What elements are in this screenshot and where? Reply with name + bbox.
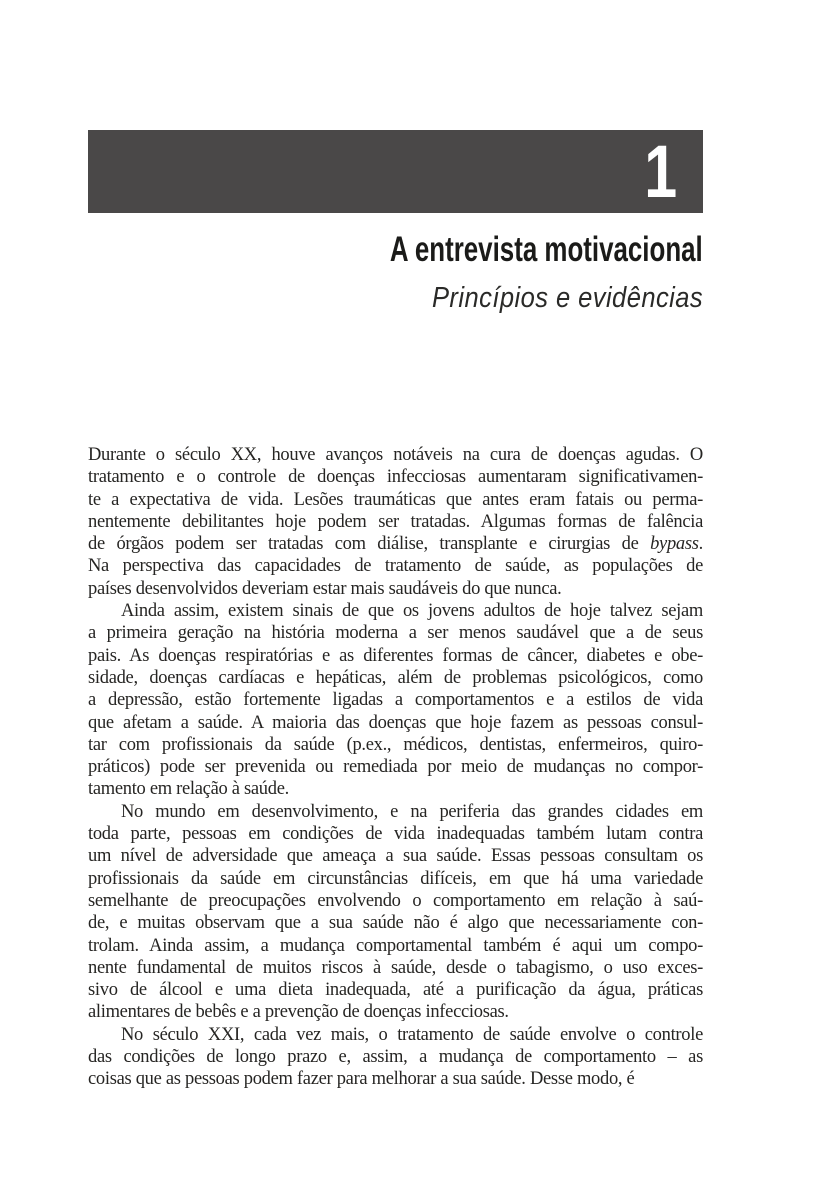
text-line: coisas que as pessoas podem fazer para melhorar a sua saúde. Desse modo, é [88, 1069, 635, 1090]
text-line: toda parte, pessoas em condições de vida inadequadas também lutam contra [88, 824, 703, 845]
text-line: tamento em relação à saúde. [88, 779, 289, 800]
text-line: Na perspectiva das capacidades de tratamento de saúde, as populações de [88, 556, 703, 577]
text-line: No século XXI, cada vez mais, o tratamento de saúde envolve o controle [121, 1024, 703, 1045]
text-line: semelhante de preocupações envolvendo o comportamento em relação à saú- [88, 890, 703, 911]
text-line: nente fundamental de muitos riscos à saúde, desde o tabagismo, o uso exces- [88, 957, 703, 978]
text-line: que afetam a saúde. A maioria das doenças que hoje fazem as pessoas consul- [88, 712, 703, 733]
text-line: tar com profissionais da saúde (p.ex., médicos, dentistas, enfermeiros, quiro- [88, 734, 703, 755]
text-line: sivo de álcool e uma dieta inadequada, até a purificação da água, práticas [88, 980, 703, 1001]
text-line: trolam. Ainda assim, a mudança comportamental também é aqui um compo- [88, 935, 703, 956]
text-line: Durante o século XX, houve avanços notáveis na cura de doenças agudas. O [88, 445, 703, 465]
text-line: No mundo em desenvolvimento, e na periferia das grandes cidades em [121, 801, 703, 822]
paragraph [88, 444, 703, 600]
chapter-subtitle: Princípios e evidências [431, 282, 703, 314]
text-line: nentemente debilitantes hoje podem ser tratadas. Algumas formas de falência [88, 511, 703, 532]
chapter-title: A entrevista motivacional [390, 230, 703, 269]
chapter-number-box [88, 130, 703, 213]
text-line: a depressão, estão fortemente ligadas a comportamentos e a estilos de vida [88, 690, 703, 711]
text-line: a primeira geração na história moderna a ser menos saudável que a de seus [88, 623, 703, 644]
text-line: de, e muitas observam que a sua saúde não é algo que necessariamente con- [88, 913, 703, 934]
text-line: um nível de adversidade que ameaça a sua saúde. Essas pessoas consultam os [88, 846, 703, 867]
text-line: alimentares de bebês e a prevenção de doenças infecciosas. [88, 1002, 509, 1023]
body-text [88, 444, 703, 1091]
text-line: profissionais da saúde em circunstâncias difíceis, em que há uma variedade [88, 868, 703, 889]
paragraph [88, 600, 703, 801]
italic-text: bypass [650, 534, 699, 555]
text-line: sidade, doenças cardíacas e hepáticas, além de problemas psicológicos, como [88, 667, 703, 688]
text-line: das condições de longo prazo e, assim, a mudança de comportamento – as [88, 1047, 703, 1068]
paragraph [88, 801, 703, 1024]
text-line: países desenvolvidos deveriam estar mais saudáveis do que nunca. [88, 578, 562, 599]
text-line: tratamento e o controle de doenças infecciosas aumentaram significativamen- [88, 467, 703, 488]
text-line: te a expectativa de vida. Lesões traumáticas que antes eram fatais ou perma- [88, 489, 703, 510]
text-line: pais. As doenças respiratórias e as diferentes formas de câncer, diabetes e obe- [88, 645, 703, 666]
paragraph [88, 1024, 703, 1091]
text-line: de órgãos podem ser tratadas com diálise, transplante e cirurgias de bypass. [88, 534, 703, 555]
text-line: práticos) pode ser prevenida ou remediada por meio de mudanças no compor- [88, 757, 703, 778]
chapter-number: 1 [644, 129, 677, 213]
text-line: Ainda assim, existem sinais de que os jovens adultos de hoje talvez sejam [121, 601, 703, 622]
